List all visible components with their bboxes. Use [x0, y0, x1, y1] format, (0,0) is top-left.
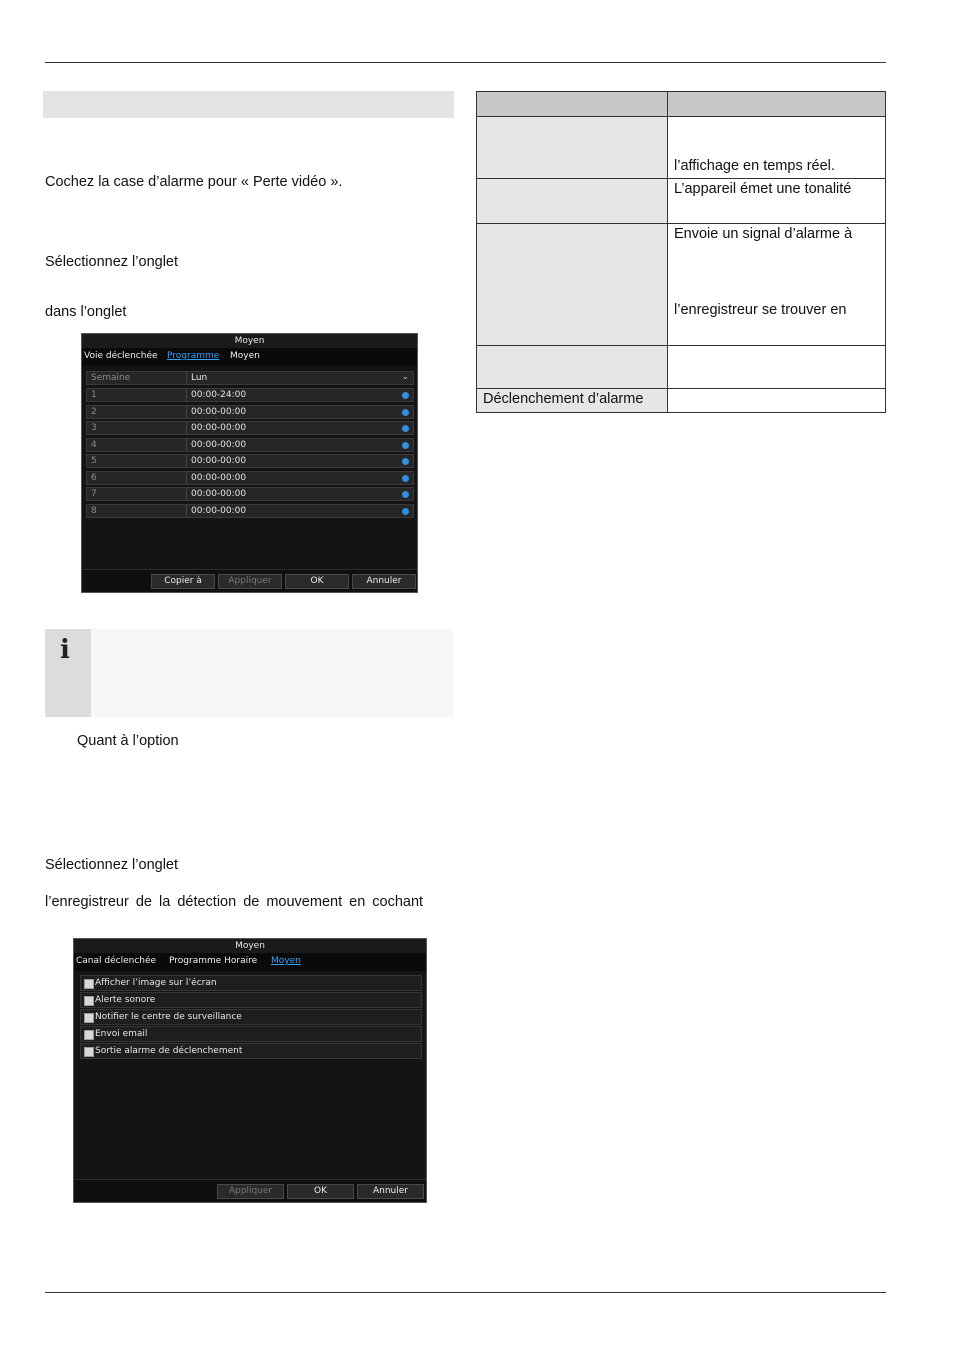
edit-time-icon[interactable]: [402, 508, 409, 515]
table-text-cell: [668, 389, 886, 413]
table-label-cell: [477, 179, 668, 224]
schedule-row-number: 3: [91, 423, 97, 433]
chevron-down-icon: ⌄: [401, 372, 409, 382]
table-row: [477, 389, 886, 413]
checkbox[interactable]: [84, 996, 94, 1006]
schedule-row-time: 00:00-00:00: [191, 423, 247, 433]
tab-time-schedule[interactable]: Programme Horaire: [169, 956, 258, 966]
tab-triggered-channel[interactable]: Voie déclenchée: [84, 351, 158, 361]
ok-button-2[interactable]: OK: [287, 1184, 354, 1199]
checkbox[interactable]: [84, 1013, 94, 1023]
schedule-row[interactable]: [86, 421, 414, 435]
schedule-row-time: 00:00-00:00: [191, 439, 247, 450]
alarm-checkbox-instruction: Cochez la case d’alarme pour « Perte vidéo ».: [45, 174, 343, 190]
dvr-schedule-tabs: [82, 348, 417, 366]
select-tab-text-2: Sélectionnez l’onglet: [45, 857, 179, 873]
schedule-row-time: 00:00-00:00: [191, 406, 247, 417]
tab-triggered-channel-2[interactable]: Canal déclenchée: [76, 956, 157, 966]
section-heading-bar: [43, 91, 454, 118]
table-text-cell: Envoie un signal d’alarme à l’enregistreur se trouver en: [668, 224, 886, 346]
schedule-row-time: 00:00-24:00: [191, 390, 247, 400]
table-label-cell: Déclenchement d’alarme: [477, 389, 668, 413]
tab-linkage-2[interactable]: Moyen: [271, 956, 301, 966]
option-text: Quant à l’option: [77, 733, 179, 749]
ok-button[interactable]: OK: [285, 574, 349, 589]
linkage-option-label: Alerte sonore: [95, 995, 156, 1005]
linkage-option-label: Envoi email: [95, 1029, 148, 1039]
linkage-option-label: Sortie alarme de déclenchement: [95, 1046, 243, 1056]
alarm-actions-table: [476, 91, 886, 413]
schedule-row[interactable]: [86, 405, 414, 419]
table-row: [477, 346, 886, 389]
apply-button[interactable]: Appliquer: [218, 574, 282, 589]
checkbox[interactable]: [84, 979, 94, 989]
schedule-row[interactable]: [86, 438, 414, 452]
dvr-schedule-screen: [81, 333, 418, 593]
schedule-row-time: 00:00-00:00: [191, 472, 247, 483]
schedule-row[interactable]: [86, 487, 414, 501]
schedule-row[interactable]: [86, 504, 414, 518]
schedule-row-number: 2: [91, 406, 97, 417]
week-label: Semaine: [91, 373, 131, 383]
motion-detection-text: l’enregistreur de la détection de mouvement en cochant: [45, 894, 424, 910]
dvr-linkage-footer: [74, 1179, 426, 1202]
info-note-sidebar: [45, 629, 91, 717]
cancel-button[interactable]: Annuler: [352, 574, 416, 589]
apply-button-2[interactable]: Appliquer: [217, 1184, 284, 1199]
table-header-cell: [668, 92, 886, 117]
table-row: [477, 117, 886, 179]
schedule-row-time: 00:00-00:00: [191, 505, 247, 516]
edit-time-icon[interactable]: [402, 392, 409, 399]
linkage-option-row[interactable]: [80, 975, 422, 991]
in-tab-text: dans l’onglet: [45, 304, 127, 320]
schedule-row-number: 6: [91, 472, 97, 483]
table-label-cell: [477, 224, 668, 346]
tab-linkage[interactable]: Moyen: [230, 351, 260, 361]
edit-time-icon[interactable]: [402, 442, 409, 449]
edit-time-icon[interactable]: [402, 475, 409, 482]
table-row: [477, 224, 886, 346]
week-select[interactable]: [86, 371, 414, 385]
tab-schedule[interactable]: Programme: [167, 351, 220, 361]
table-text-cell: L’appareil émet une tonalité: [668, 179, 886, 224]
dvr-schedule-footer: [82, 569, 417, 592]
edit-time-icon[interactable]: [402, 425, 409, 432]
table-row: [477, 179, 886, 224]
schedule-row-number: 8: [91, 505, 97, 516]
edit-time-icon[interactable]: [402, 458, 409, 465]
linkage-option-row[interactable]: [80, 1009, 422, 1025]
checkbox[interactable]: [84, 1047, 94, 1057]
linkage-option-row[interactable]: [80, 1026, 422, 1042]
linkage-option-label: Afficher l’image sur l’écran: [95, 978, 217, 988]
schedule-row-time: 00:00-00:00: [191, 489, 247, 499]
schedule-row-number: 7: [91, 489, 97, 499]
table-label-cell: [477, 346, 668, 389]
table-header-cell: [477, 92, 668, 117]
bottom-rule: [45, 1292, 886, 1293]
edit-time-icon[interactable]: [402, 491, 409, 498]
table-label-cell: [477, 117, 668, 179]
schedule-row[interactable]: [86, 471, 414, 485]
cancel-button-2[interactable]: Annuler: [357, 1184, 424, 1199]
table-text-cell: l’affichage en temps réel.: [668, 117, 886, 179]
schedule-row-number: 1: [91, 390, 97, 400]
checkbox[interactable]: [84, 1030, 94, 1040]
schedule-row-number: 4: [91, 439, 97, 450]
dvr-schedule-title: Moyen: [82, 334, 417, 348]
table-header-row: [477, 92, 886, 117]
edit-time-icon[interactable]: [402, 409, 409, 416]
info-icon: i: [60, 635, 70, 665]
week-value: Lun: [191, 373, 208, 383]
linkage-option-row[interactable]: [80, 992, 422, 1008]
schedule-row-number: 5: [91, 456, 97, 466]
schedule-row[interactable]: [86, 454, 414, 468]
dvr-linkage-title: Moyen: [74, 939, 426, 953]
schedule-row-time: 00:00-00:00: [191, 456, 247, 466]
select-tab-text-1: Sélectionnez l’onglet: [45, 254, 179, 270]
info-note-box: [45, 629, 454, 717]
linkage-option-label: Notifier le centre de surveillance: [95, 1012, 242, 1022]
copy-to-button[interactable]: Copier à: [151, 574, 215, 589]
dvr-linkage-tabs: [74, 953, 426, 971]
table-text-cell: [668, 346, 886, 389]
top-rule: [45, 62, 886, 63]
linkage-option-row[interactable]: [80, 1043, 422, 1059]
schedule-row[interactable]: [86, 388, 414, 402]
dvr-linkage-screen: [73, 938, 427, 1203]
